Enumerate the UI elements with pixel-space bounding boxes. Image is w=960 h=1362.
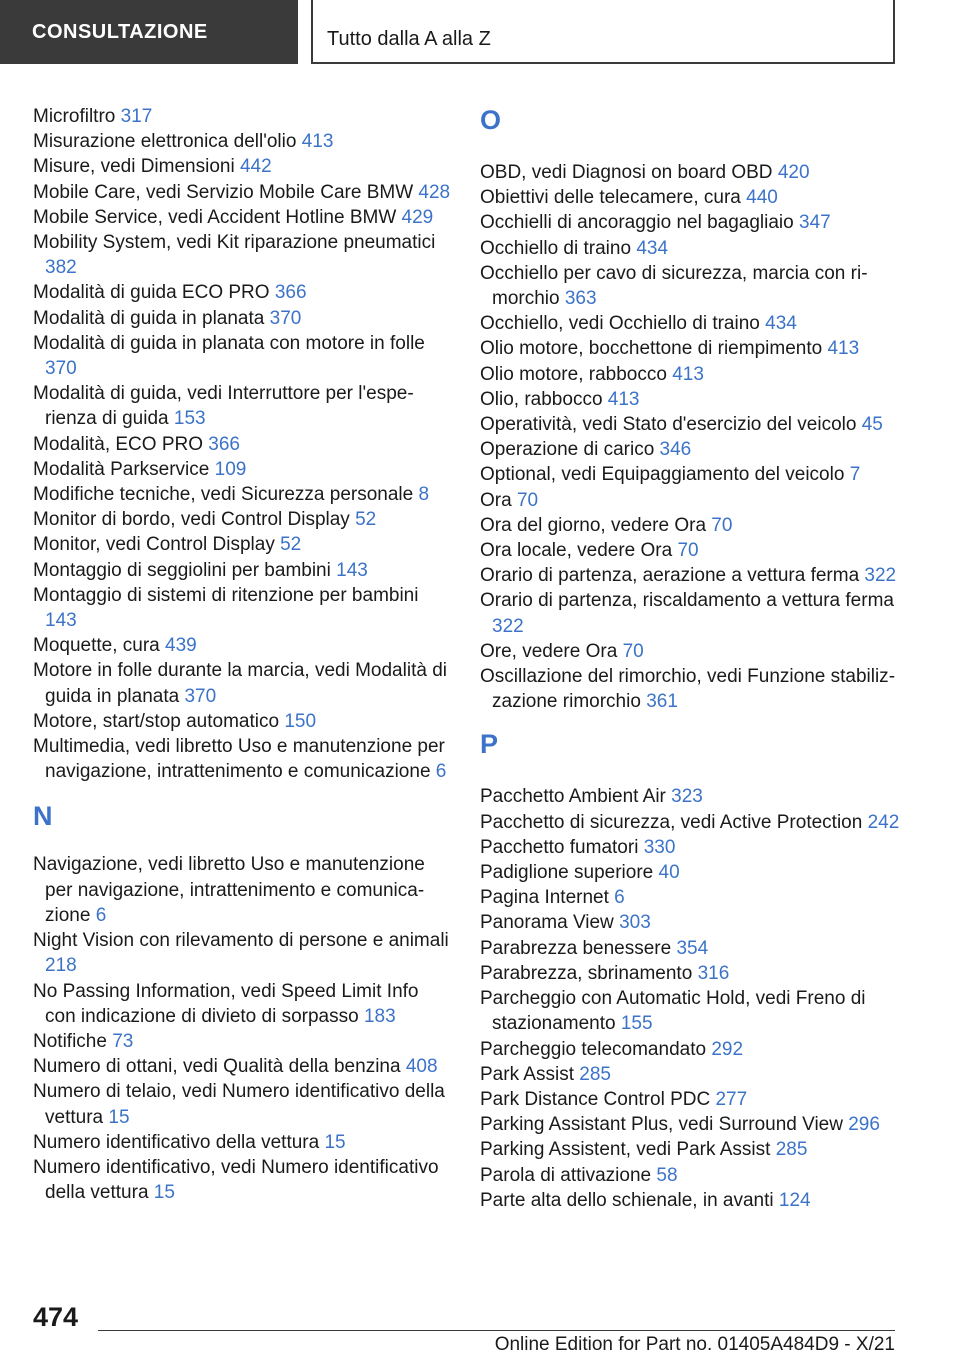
page-reference-link[interactable]: 361 [646,691,678,713]
index-letter-p: P [480,729,499,760]
index-entry-text: Ora locale, vedere Ora [480,540,673,562]
page-reference-link[interactable]: 296 [848,1114,880,1136]
index-entry-text: Night Vision con rilevamento di persone e animali [33,930,449,952]
page-reference-link[interactable]: 285 [775,1139,808,1161]
index-entry [480,885,900,910]
index-entry [33,129,453,154]
index-entry [480,513,900,538]
index-entry-text: Misurazione elettronica dell'olio [33,131,297,153]
index-entry [33,104,453,129]
index-entry-text: Modalità, ECO PRO [33,433,203,455]
page-reference-link[interactable]: 70 [516,489,539,511]
page-reference-link[interactable]: 70 [677,540,699,562]
page-reference-link[interactable]: 413 [607,388,640,410]
index-entry-text: Orario di partenza, aerazione a vettura ferma [480,565,860,587]
page-reference-link[interactable]: 413 [301,131,334,153]
index-entry [33,658,453,708]
index-entry-text: No Passing Information, vedi Speed Limit Info con indicazione di divieto di sorpasso [33,980,419,1027]
index-entry [33,1130,453,1155]
footer-divider [98,1330,895,1331]
page-reference-link[interactable]: 413 [827,338,860,360]
page-reference-link[interactable]: 277 [715,1088,748,1110]
index-entry-text: Occhiello per cavo di sicurezza, marcia con rimorchio [480,262,868,310]
index-entry [33,558,453,583]
index-entry-text: Pacchetto Ambient Air [480,786,666,808]
page-reference-link[interactable]: 316 [697,962,730,984]
page-reference-link[interactable]: 70 [711,514,733,536]
page-reference-link[interactable]: 370 [45,358,77,380]
page-reference-link[interactable]: 347 [799,212,831,234]
index-entry-text: Operazione di carico [480,439,655,461]
index-entry-text: Motore, start/stop automatico [33,710,280,732]
index-entry-text: Parabrezza, sbrinamento [480,962,693,984]
page-reference-link[interactable]: 285 [579,1063,611,1085]
index-entry [480,160,900,185]
page-reference-link[interactable]: 322 [864,565,897,587]
index-entry-text: Numero identificativo, vedi Numero identificativo della vettura [33,1156,439,1204]
index-entry-text: Optional, vedi Equipaggiamento del veicolo [480,464,845,486]
index-entry [480,462,900,487]
index-entry [33,381,453,431]
index-entry [480,236,900,261]
page-reference-link[interactable]: 6 [435,761,447,783]
index-entry [480,412,900,437]
index-entry-text: Parking Assistent, vedi Park Assist [480,1139,771,1161]
index-entry-text: Modifiche tecniche, vedi Sicurezza personale [33,484,414,506]
index-entry-text: Numero di telaio, vedi Numero identificativo della vettura [33,1081,445,1128]
index-entry [480,639,900,664]
index-entry-text: Modalità di guida in planata [33,307,265,329]
index-entry [33,432,453,457]
index-entry-text: Parcheggio telecomandato [480,1038,707,1060]
index-entry [33,532,453,557]
index-entry [480,1062,900,1087]
page-reference-link[interactable]: 8 [418,484,430,506]
index-entry [480,387,900,412]
page-number: 474 [33,1302,79,1332]
index-entry [480,336,900,361]
index-entry-text: Misure, vedi Dimensioni [33,156,235,178]
index-entry-text: Modalità di guida in planata con motore in folle [33,332,425,354]
page-reference-link[interactable]: 155 [620,1013,653,1035]
index-entry-text: Parabrezza benessere [480,937,672,959]
index-entry [33,979,453,1029]
page-reference-link[interactable]: 429 [401,206,434,228]
section-header [0,0,298,64]
index-entry-text: Oscillazione del rimorchio, vedi Funzione stabilizzazione rimorchio [480,666,896,713]
page-reference-link[interactable]: 150 [284,710,317,732]
index-entry [480,961,900,986]
index-letter-n: N [33,801,53,832]
page-reference-link[interactable]: 58 [656,1164,678,1186]
index-entry [33,1079,453,1129]
index-entry-text: Park Assist [480,1063,574,1085]
page-reference-link[interactable]: 242 [867,811,900,833]
index-entry-text: Pacchetto fumatori [480,836,639,858]
index-entry-text: Park Distance Control PDC [480,1088,711,1110]
page-reference-link[interactable]: 370 [184,685,217,707]
index-entry-text: OBD, vedi Diagnosi on board OBD [480,162,773,183]
page-reference-link[interactable]: 70 [622,640,644,662]
index-entry [480,664,900,714]
page-reference-link[interactable]: 52 [280,534,302,556]
index-entry-text: Occhielli di ancoraggio nel bagagliaio [480,212,794,234]
page-reference-link[interactable]: 366 [208,433,240,455]
index-entry-text: Motore in folle durante la marcia, vedi Modalità di guida in planata [33,660,447,707]
page-reference-link[interactable]: 439 [165,635,197,657]
index-entry [480,1112,900,1137]
index-entry-text: Monitor di bordo, vedi Control Display [33,509,350,531]
page-reference-link[interactable]: 15 [108,1106,130,1128]
index-entry [33,507,453,532]
index-entry-text: Orario di partenza, riscaldamento a vettura ferma [480,590,894,612]
index-entry [33,1054,453,1079]
page-reference-link[interactable]: 153 [173,408,206,430]
index-entry [33,928,453,978]
index-entry [480,784,900,809]
index-entry-text: Parola di attivazione [480,1164,652,1186]
index-entry [480,488,900,513]
page-reference-link[interactable]: 434 [765,313,797,335]
page-reference-link[interactable]: 330 [643,836,676,858]
page-reference-link[interactable]: 366 [274,282,307,304]
index-entry-text: Panorama View [480,912,614,934]
index-entry [33,280,453,305]
index-entry-text: Montaggio di sistemi di ritenzione per bambini [33,584,419,606]
index-entry [480,835,900,860]
page-reference-link[interactable]: 346 [659,439,692,461]
section-title: CONSULTAZIONE [32,20,208,43]
page-reference-link[interactable]: 124 [778,1189,811,1211]
index-entry-text: Parcheggio con Automatic Hold, vedi Freno di stazionamento [480,988,866,1035]
index-entry-text: Olio, rabbocco [480,388,603,410]
index-entry [33,633,453,658]
index-entry [480,1037,900,1062]
page-reference-link[interactable]: 370 [269,307,302,329]
index-entry [480,860,900,885]
index-entry [33,205,453,230]
index-entry-text: Parking Assistant Plus, vedi Surround View [480,1114,843,1136]
index-group-p [480,784,900,1212]
index-entry-text: Padiglione superiore [480,862,654,884]
page-reference-link[interactable]: 183 [363,1005,396,1027]
page-reference-link[interactable]: 143 [45,610,77,632]
page-reference-link[interactable]: 420 [777,162,810,183]
index-entry [480,538,900,563]
index-entry [480,810,900,835]
index-entry-text: Occhiello di traino [480,237,632,259]
page-reference-link[interactable]: 382 [45,257,77,279]
page-reference-link[interactable]: 218 [45,955,77,977]
page-reference-link[interactable]: 303 [619,912,651,934]
index-entry [33,482,453,507]
index-entry-text: Numero identificativo della vettura [33,1131,320,1153]
page-reference-link[interactable]: 15 [153,1182,175,1204]
page-reference-link[interactable]: 73 [112,1030,134,1052]
index-entry [480,986,900,1036]
index-entry-text: Ore, vedere Ora [480,640,618,662]
index-entry-text: Parte alta dello schienale, in avanti [480,1189,774,1211]
page-reference-link[interactable]: 440 [746,187,778,209]
index-entry-text: Ora del giorno, vedere Ora [480,514,707,536]
index-entry [33,709,453,734]
index-entry [480,437,900,462]
page-reference-link[interactable]: 40 [658,862,680,884]
index-group-m-continued [33,104,453,784]
index-column-left [33,104,453,1205]
index-entry-text: Ora [480,489,512,511]
page-reference-link[interactable]: 292 [711,1038,744,1060]
page-reference-link[interactable]: 322 [492,615,524,637]
page-reference-link[interactable]: 15 [324,1131,346,1153]
index-entry-text: Microfiltro [33,106,116,127]
index-entry [33,180,453,205]
index-letter-o: O [480,105,502,135]
index-entry-text: Olio motore, rabbocco [480,363,667,385]
index-group-n [33,852,453,1205]
index-entry [480,362,900,387]
chapter-header [311,0,895,64]
index-entry [480,1188,900,1213]
page-reference-link[interactable]: 413 [672,363,704,385]
footer-edition: Online Edition for Part no. 01405A484D9 - X/21 [494,1334,895,1355]
page-reference-link[interactable]: 363 [564,288,597,310]
page-reference-link[interactable]: 317 [120,106,153,127]
page-reference-link[interactable]: 428 [418,181,451,203]
index-entry-text: Navigazione, vedi libretto Uso e manutenzione per navigazione, intrattenimento e comunicazione [33,854,425,926]
page-reference-link[interactable]: 6 [95,904,107,926]
index-entry [480,1137,900,1162]
page-reference-link[interactable]: 109 [214,458,247,480]
index-entry-text: Modalità Parkservice [33,458,210,480]
index-entry [480,261,900,311]
index-entry [480,1087,900,1112]
index-entry-text: Mobile Care, vedi Servizio Mobile Care BMW [33,181,414,203]
index-entry-text: Mobility System, vedi Kit riparazione pneumatici [33,232,436,254]
index-entry-text: Moquette, cura [33,635,160,657]
page-reference-link[interactable]: 143 [336,559,368,581]
index-entry [33,331,453,381]
page-reference-link[interactable]: 45 [861,414,883,436]
index-column-right [480,104,900,1213]
index-entry-text: Modalità di guida, vedi Interruttore per l'esperienza di guida [33,383,414,430]
index-entry-text: Monitor, vedi Control Display [33,534,275,556]
page-reference-link[interactable]: 442 [239,156,272,178]
page-reference-link[interactable]: 323 [671,786,703,808]
index-group-o [480,160,900,714]
index-entry [33,583,453,633]
index-entry-text: Montaggio di seggiolini per bambini [33,559,331,581]
index-entry-text: Obiettivi delle telecamere, cura [480,187,741,209]
page-reference-link[interactable]: 52 [355,509,377,531]
index-entry [480,311,900,336]
page-reference-link[interactable]: 7 [849,464,861,486]
index-entry [33,154,453,179]
index-entry [480,210,900,235]
index-entry-text: Operatività, vedi Stato d'esercizio del veicolo [480,414,857,436]
page-reference-link[interactable]: 6 [614,887,625,909]
index-entry [480,588,900,638]
index-entry-text: Multimedia, vedi libretto Uso e manutenzione per navigazione, intrattenimento e comunicazione [33,736,445,783]
index-entry [33,306,453,331]
index-entry [33,852,453,928]
index-entry-text: Occhiello, vedi Occhiello di traino [480,313,760,335]
index-entry-text: Pagina Internet [480,887,609,909]
index-entry [33,1155,453,1205]
index-entry [480,563,900,588]
index-entry-text: Mobile Service, vedi Accident Hotline BMW [33,206,397,228]
index-entry [33,1029,453,1054]
index-entry [480,936,900,961]
index-entry [33,230,453,280]
index-entry [480,1163,900,1188]
page-reference-link[interactable]: 434 [636,237,669,259]
index-entry-text: Numero di ottani, vedi Qualità della benzina [33,1056,401,1078]
index-entry-text: Modalità di guida ECO PRO [33,282,270,304]
page-reference-link[interactable]: 354 [676,937,709,959]
index-entry-text: Notifiche [33,1030,107,1052]
index-entry [480,185,900,210]
index-entry [33,734,453,784]
index-entry [480,910,900,935]
page-reference-link[interactable]: 408 [405,1056,438,1078]
index-entry-text: Olio motore, bocchettone di riempimento [480,338,823,360]
chapter-title: Tutto dalla A alla Z [327,28,491,50]
index-entry-text: Pacchetto di sicurezza, vedi Active Protection [480,811,863,833]
index-entry [33,457,453,482]
